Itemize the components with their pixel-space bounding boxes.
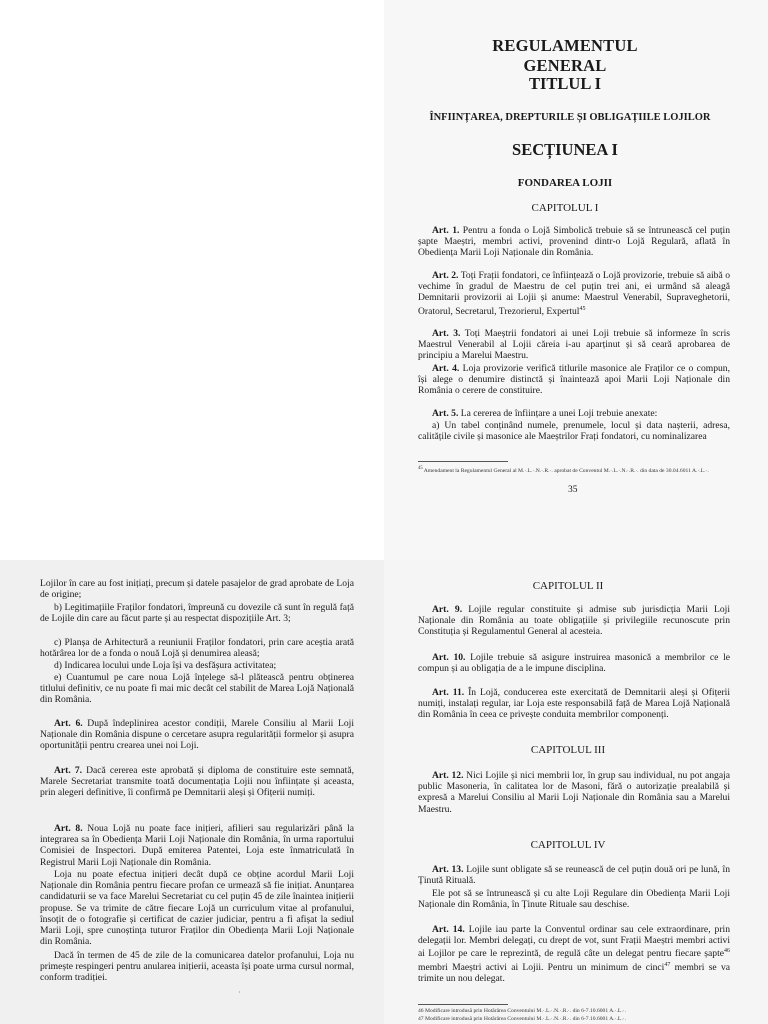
footnote-rule-2 [418,1004,508,1005]
footnote-46: 46 Modificare introdusă prin Hotărârea Conventului M.·.L.·.N.·.R.·. din 6-7.10.6001 A.·.L.·. [418,1008,627,1014]
fondarea-heading: FONDAREA LOJII [517,177,613,189]
page-number: 35 [568,485,578,495]
article-13: Art. 13. Lojile sunt obligate să se reunească de cel puțin două ori pe lună, în Ținută Rituală. [418,864,730,887]
item-d: d) Indicarea locului unde Loja își va desfășura activitatea; [54,660,277,671]
item-e: e) Cuantumul pe care noua Lojă înțelege să-l plătească pentru obținerea titlului definitiv, ce nu poate fi mai mic decât cel stabilit de Marea Lojă Națională din România. [40,672,354,706]
document-title: REGULAMENTUL GENERAL [492,36,638,75]
footnote-rule [418,461,508,462]
article-10: Art. 10. Lojile trebuie să asigure instruirea masonică a membrilor ce le compun și au obligația de a le impune disciplina. [418,652,730,675]
article-13-paragraph-2: Ele pot să se întrunească și cu alte Loji Regulare din Obediența Marii Loji Naționale din România, în Ținute Rituale sau deschise. [418,888,730,911]
item-c: c) Planșa de Arhitectură a reuniunii Fraților fondatori, prin care aceștia arată hotărârea lor de a fonda o nouă Lojă și denumirea aleasă; [40,637,354,660]
article-4: Art. 4. Loja provizorie verifică titlurile masonice ale Fraților ce o compun, își alege o denumire distinctă și înaintează apoi Marii Loji Naționale din România o cerere de constituire. [418,363,730,397]
article-11: Art. 11. În Lojă, conducerea este exercitată de Demnitarii aleși și Ofițerii numiți, instalați regular, iar Loja este responsabilă față de Marea Lojă Națională din România în ceea ce privește conduita membrilor componenți. [418,687,731,721]
footnote-47: 47 Modificare introdusă prin Hotărârea Conventului M.·.L.·.N.·.R.·. din 6-7.10.6001 A.·.L.·. [418,1016,627,1022]
chapter-4-heading: CAPITOLUL IV [530,839,606,851]
article-6: Art. 6. După îndeplinirea acestor condiții, Marele Consiliu al Marii Loji Naționale din România dispune o cercetare asupra regularității formelor și asupra oportunității pentru crearea unei noi Loji. [40,718,354,752]
article-14: Art. 14. Lojile iau parte la Conventul ordinar sau cele extraordinare, prin delegații lor. Membri delegați, cu drept de vot, sunt Frații Maeștri membri activi ai Lojilor pe care le reprezintă, de regulă câte un delegat pentru fiecare șapte$^{46}$ membri Maeștri activi ai Lojii. Pentru un minimum de cinci$^{47}$ membri se va trimite un nou delegat. [418,924,731,985]
section-heading: SECȚIUNEA I [512,140,618,159]
chapter-3-heading: CAPITOLUL III [530,744,606,756]
article-5: Art. 5. La cererea de înființare a unei Loji trebuie anexate: [432,408,658,419]
chapter-1-heading: CAPITOLUL I [531,202,599,214]
article-8-paragraph-2: Loja nu poate efectua inițieri decât după ce obține acordul Marii Loji Naționale din România pentru fiecare profan ce urmează să fie inițiat. Anunțarea candidaturii se va face Marelui Secretariat cu cel puțin 45 de zile înaintea inițierii propuse. Se va trimite de către fiecare Lojă un curriculum vitae al profanului, însoțit de o fotografie și certificat de cazier judiciar, pentru a fi afișat la sediul Marii Loji, spre cunoștința tuturor Fraților din Obediența Marii Loji Naționale din România. [40,869,354,948]
item-b: b) Legitimațiile Fraților fondatori, împreună cu dovezile că sunt în regulă față de Lojile din care au făcut parte și au respectat dispozițiile Art. 3; [40,602,354,625]
article-12: Art. 12. Nici Lojile și nici membrii lor, în grup sau individual, nu pot angaja public Masoneria, în calitatea lor de Masoni, fără o autorizație prealabilă și expresă a Marelui Consiliu al Marii Loji Naționale din România sau a Marelui Maestru. [418,770,730,815]
article-3: Art. 3. Toți Maeștrii fondatori ai unei Loji trebuie să informeze în scris Maestrul Venerabil al Lojii căreia i-au aparținut și să ceară aprobarea de principiu a Marelui Maestru. [418,328,731,362]
article-5-item-a: a) Un tabel conținând numele, prenumele, locul și data nașterii, adresa, calitățile civile și masonice ale Maeștrilor Frați fondatori, cu nominalizarea [418,420,730,443]
article-8: Art. 8. Noua Lojă nu poate face inițieri, afilieri sau regularizări până la integrarea sa în Obediența Marii Loji Naționale din România, în urma raportului Comisiei de Inspectori. După emiterea Patentei, Loja este înmatriculată în Registrul Marii Loji Naționale din România. [40,823,355,868]
blank-page-top-left [0,0,384,560]
footnote-45: $^{45}$ Amendament la Regulamentul General al M.·.L.·.N.·.R.·. aprobat de Conventul M.·.L.·.N.·.R.·. din data de 30.04.6011 A.·.L.·. [418,466,709,474]
title-subheading: ÎNFIINȚAREA, DREPTURILE ȘI OBLIGAȚIILE LOJILOR [429,112,711,123]
article-9: Art. 9. Lojile regular constituite și admise sub jurisdicția Marii Loji Naționale din România au toate obligațiile și privilegiile recunoscute prin Constituția și Regulamentul General al acesteia. [418,604,731,638]
continued-text: Lojilor în care au fost inițiați, precum și datele pasajelor de grad aprobate de Loja de origine; [40,578,354,601]
scan-mark: · [238,988,241,997]
article-8-paragraph-3: Dacă în termen de 45 de zile de la comunicarea datelor profanului, Loja nu primește respingeri pentru anularea inițierii, aceasta își poate urma cursul normal, conform tradiției. [40,950,354,984]
titlu-heading: TITLUL I [529,74,601,93]
article-1: Art. 1. Pentru a fonda o Lojă Simbolică trebuie să se întrunească cel puțin șapte Maeștri, membri activi, provenind dintr-o Lojă Regulară, aflată în Obediența Marii Loji Naționale din România. [418,225,730,259]
article-7: Art. 7. Dacă cererea este aprobată și diploma de constituire este semnată, Marele Secretariat transmite toată documentația Lojii nou înființate și aceasta, prin alegeri definitive, îi confirmă pe Demnitarii aleși și Ofițerii numiți. [40,765,354,799]
chapter-2-heading: CAPITOLUL II [532,580,604,592]
article-2: Art. 2. Toți Frații fondatori, ce înființează o Lojă provizorie, trebuie să aibă o vechime în gradul de Maestru de cel puțin trei ani, ei urmând să aleagă Demnitarii provizorii ai Lojii și anume: Maestrul Venerabil, Supraveghetorii, Oratorul, Secretarul, Trezorierul, Expertul$^{45}$ [418,270,730,317]
